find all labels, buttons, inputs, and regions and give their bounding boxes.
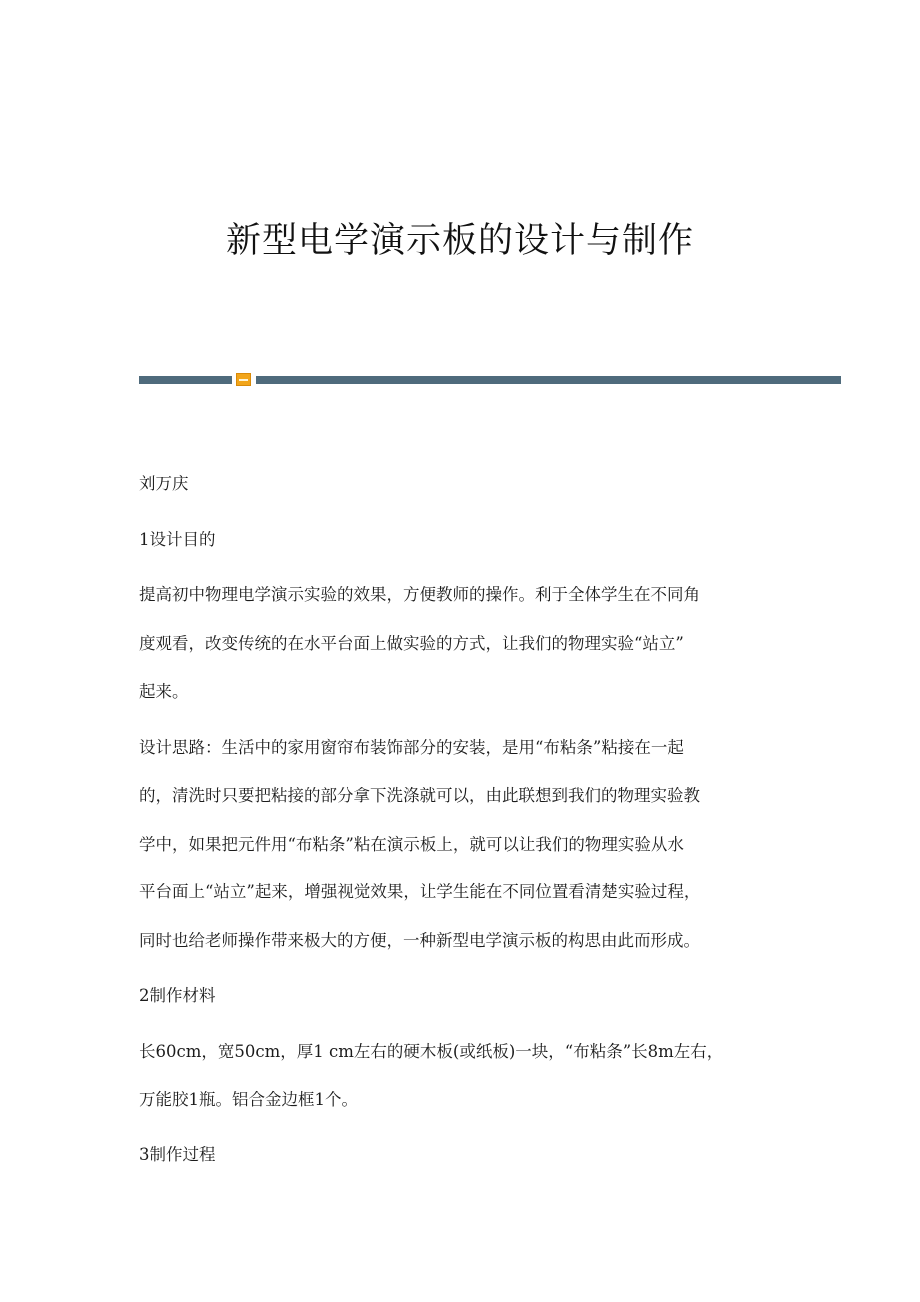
paragraph-line: 设计思路：生活中的家用窗帘布装饰部分的安装，是用“布粘条”粘接在一起 [139, 738, 684, 757]
paragraph-line: 度观看，改变传统的在水平台面上做实验的方式，让我们的物理实验“站立” [139, 634, 684, 653]
paragraph-line: 同时也给老师操作带来极大的方便，一种新型电学演示板的构思由此而形成。 [139, 931, 700, 950]
paragraph-line: 起来。 [139, 682, 189, 701]
divider-bar-left [139, 376, 232, 384]
paragraph-line: 提高初中物理电学演示实验的效果，方便教师的操作。利于全体学生在不同角 [139, 585, 700, 604]
divider-bar-right [256, 376, 841, 384]
divider-badge-icon [236, 373, 251, 386]
paragraph-line: 的，清洗时只要把粘接的部分拿下洗涤就可以，由此联想到我们的物理实验教 [139, 786, 700, 805]
paragraph-line: 学中，如果把元件用“布粘条”粘在演示板上，就可以让我们的物理实验从水 [139, 835, 684, 854]
paragraph-line: 万能胶1瓶。铝合金边框1个。 [139, 1090, 358, 1109]
paragraph-line: 长60cm，宽50cm，厚1 cm左右的硬木板(或纸板)一块，“布粘条”长8m左右， [139, 1042, 724, 1061]
section-heading-1: 1设计目的 [139, 530, 216, 549]
author-name: 刘万庆 [139, 474, 189, 493]
paragraph-line: 平台面上“站立”起来，增强视觉效果，让学生能在不同位置看清楚实验过程， [139, 882, 701, 901]
page-title: 新型电学演示板的设计与制作 [225, 221, 694, 261]
section-heading-2: 2制作材料 [139, 986, 216, 1005]
section-heading-3: 3制作过程 [139, 1145, 216, 1164]
title-divider [139, 373, 841, 387]
